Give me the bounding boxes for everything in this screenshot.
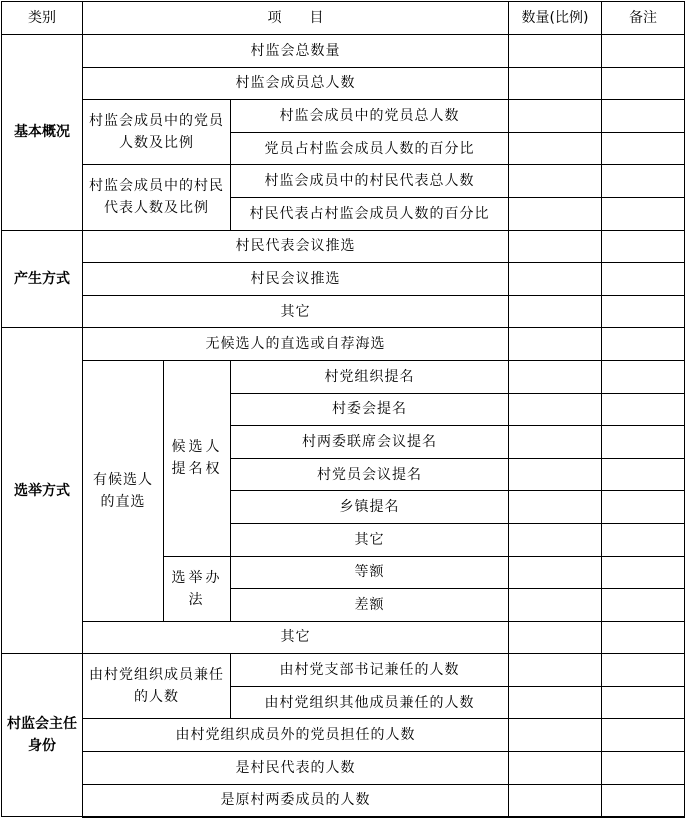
item-village-rep: 是村民代表的人数 bbox=[83, 752, 509, 785]
item-generation-other: 其它 bbox=[83, 295, 509, 328]
header-item: 项 目 bbox=[83, 2, 509, 35]
item-total-committees: 村监会总数量 bbox=[83, 35, 509, 68]
table-row bbox=[2, 295, 685, 328]
quantity-cell[interactable] bbox=[509, 523, 602, 556]
remarks-cell[interactable] bbox=[602, 621, 685, 654]
remarks-cell[interactable] bbox=[602, 360, 685, 393]
quantity-cell[interactable] bbox=[509, 295, 602, 328]
group-village-reps: 村监会成员中的村民代表人数及比例 bbox=[83, 165, 231, 230]
quantity-cell[interactable] bbox=[509, 100, 602, 133]
header-category: 类别 bbox=[2, 2, 83, 35]
remarks-cell[interactable] bbox=[602, 784, 685, 817]
quantity-cell[interactable] bbox=[509, 263, 602, 296]
remarks-cell[interactable] bbox=[602, 686, 685, 719]
item-joint-meeting-nomination: 村两委联席会议提名 bbox=[231, 426, 509, 459]
remarks-cell[interactable] bbox=[602, 491, 685, 524]
table-row bbox=[2, 719, 685, 752]
remarks-cell[interactable] bbox=[602, 752, 685, 785]
remarks-cell[interactable] bbox=[602, 67, 685, 100]
remarks-cell[interactable] bbox=[602, 230, 685, 263]
category-election: 选举方式 bbox=[2, 328, 83, 654]
item-former-committee: 是原村两委成员的人数 bbox=[83, 784, 509, 817]
header-remarks: 备注 bbox=[602, 2, 685, 35]
item-equal-election: 等额 bbox=[231, 556, 509, 589]
item-nomination-other: 其它 bbox=[231, 523, 509, 556]
table-row bbox=[2, 263, 685, 296]
remarks-cell[interactable] bbox=[602, 328, 685, 361]
remarks-cell[interactable] bbox=[602, 35, 685, 68]
group-with-candidate: 有候选人的直选 bbox=[83, 360, 164, 621]
remarks-cell[interactable] bbox=[602, 556, 685, 589]
remarks-cell[interactable] bbox=[602, 719, 685, 752]
table-row bbox=[2, 752, 685, 785]
quantity-cell[interactable] bbox=[509, 491, 602, 524]
item-non-org-party: 由村党组织成员外的党员担任的人数 bbox=[83, 719, 509, 752]
quantity-cell[interactable] bbox=[509, 393, 602, 426]
remarks-cell[interactable] bbox=[602, 197, 685, 230]
category-director: 村监会主任身份 bbox=[2, 654, 83, 817]
header-row bbox=[2, 2, 685, 35]
table-row bbox=[2, 784, 685, 817]
item-village-meeting: 村民会议推选 bbox=[83, 263, 509, 296]
remarks-cell[interactable] bbox=[602, 654, 685, 687]
quantity-cell[interactable] bbox=[509, 165, 602, 198]
category-basic: 基本概况 bbox=[2, 35, 83, 231]
group-nomination-right: 候选人提名权 bbox=[164, 360, 231, 556]
item-party-org-nomination: 村党组织提名 bbox=[231, 360, 509, 393]
table-row bbox=[2, 100, 685, 133]
item-election-other: 其它 bbox=[83, 621, 509, 654]
quantity-cell[interactable] bbox=[509, 589, 602, 622]
quantity-cell[interactable] bbox=[509, 719, 602, 752]
remarks-cell[interactable] bbox=[602, 393, 685, 426]
table-row bbox=[2, 621, 685, 654]
quantity-cell[interactable] bbox=[509, 360, 602, 393]
remarks-cell[interactable] bbox=[602, 100, 685, 133]
table-row bbox=[2, 360, 685, 393]
quantity-cell[interactable] bbox=[509, 67, 602, 100]
quantity-cell[interactable] bbox=[509, 784, 602, 817]
quantity-cell[interactable] bbox=[509, 458, 602, 491]
header-quantity: 数量(比例) bbox=[509, 2, 602, 35]
remarks-cell[interactable] bbox=[602, 132, 685, 165]
remarks-cell[interactable] bbox=[602, 295, 685, 328]
table-row bbox=[2, 35, 685, 68]
quantity-cell[interactable] bbox=[509, 197, 602, 230]
quantity-cell[interactable] bbox=[509, 132, 602, 165]
item-rep-total: 村监会成员中的村民代表总人数 bbox=[231, 165, 509, 198]
item-party-total: 村监会成员中的党员总人数 bbox=[231, 100, 509, 133]
remarks-cell[interactable] bbox=[602, 165, 685, 198]
table-row bbox=[2, 67, 685, 100]
remarks-cell[interactable] bbox=[602, 263, 685, 296]
item-rep-pct: 村民代表占村监会成员人数的百分比 bbox=[231, 197, 509, 230]
item-party-meeting-nomination: 村党员会议提名 bbox=[231, 458, 509, 491]
item-party-pct: 党员占村监会成员人数的百分比 bbox=[231, 132, 509, 165]
table-row bbox=[2, 230, 685, 263]
item-other-member-concurrent: 由村党组织其他成员兼任的人数 bbox=[231, 686, 509, 719]
remarks-cell[interactable] bbox=[602, 589, 685, 622]
quantity-cell[interactable] bbox=[509, 328, 602, 361]
group-party-members: 村监会成员中的党员人数及比例 bbox=[83, 100, 231, 165]
quantity-cell[interactable] bbox=[509, 426, 602, 459]
item-secretary-concurrent: 由村党支部书记兼任的人数 bbox=[231, 654, 509, 687]
quantity-cell[interactable] bbox=[509, 654, 602, 687]
group-concurrent: 由村党组织成员兼任的人数 bbox=[83, 654, 231, 719]
remarks-cell[interactable] bbox=[602, 426, 685, 459]
table-row bbox=[2, 328, 685, 361]
category-generation: 产生方式 bbox=[2, 230, 83, 328]
item-no-candidate: 无候选人的直选或自荐海选 bbox=[83, 328, 509, 361]
item-committee-nomination: 村委会提名 bbox=[231, 393, 509, 426]
quantity-cell[interactable] bbox=[509, 35, 602, 68]
quantity-cell[interactable] bbox=[509, 686, 602, 719]
statistics-table bbox=[1, 1, 685, 818]
table-row bbox=[2, 654, 685, 687]
item-total-members: 村监会成员总人数 bbox=[83, 67, 509, 100]
item-differential-election: 差额 bbox=[231, 589, 509, 622]
quantity-cell[interactable] bbox=[509, 621, 602, 654]
remarks-cell[interactable] bbox=[602, 458, 685, 491]
table-row bbox=[2, 165, 685, 198]
quantity-cell[interactable] bbox=[509, 230, 602, 263]
quantity-cell[interactable] bbox=[509, 556, 602, 589]
item-township-nomination: 乡镇提名 bbox=[231, 491, 509, 524]
item-rep-meeting: 村民代表会议推选 bbox=[83, 230, 509, 263]
group-election-method: 选举办法 bbox=[164, 556, 231, 621]
remarks-cell[interactable] bbox=[602, 523, 685, 556]
quantity-cell[interactable] bbox=[509, 752, 602, 785]
